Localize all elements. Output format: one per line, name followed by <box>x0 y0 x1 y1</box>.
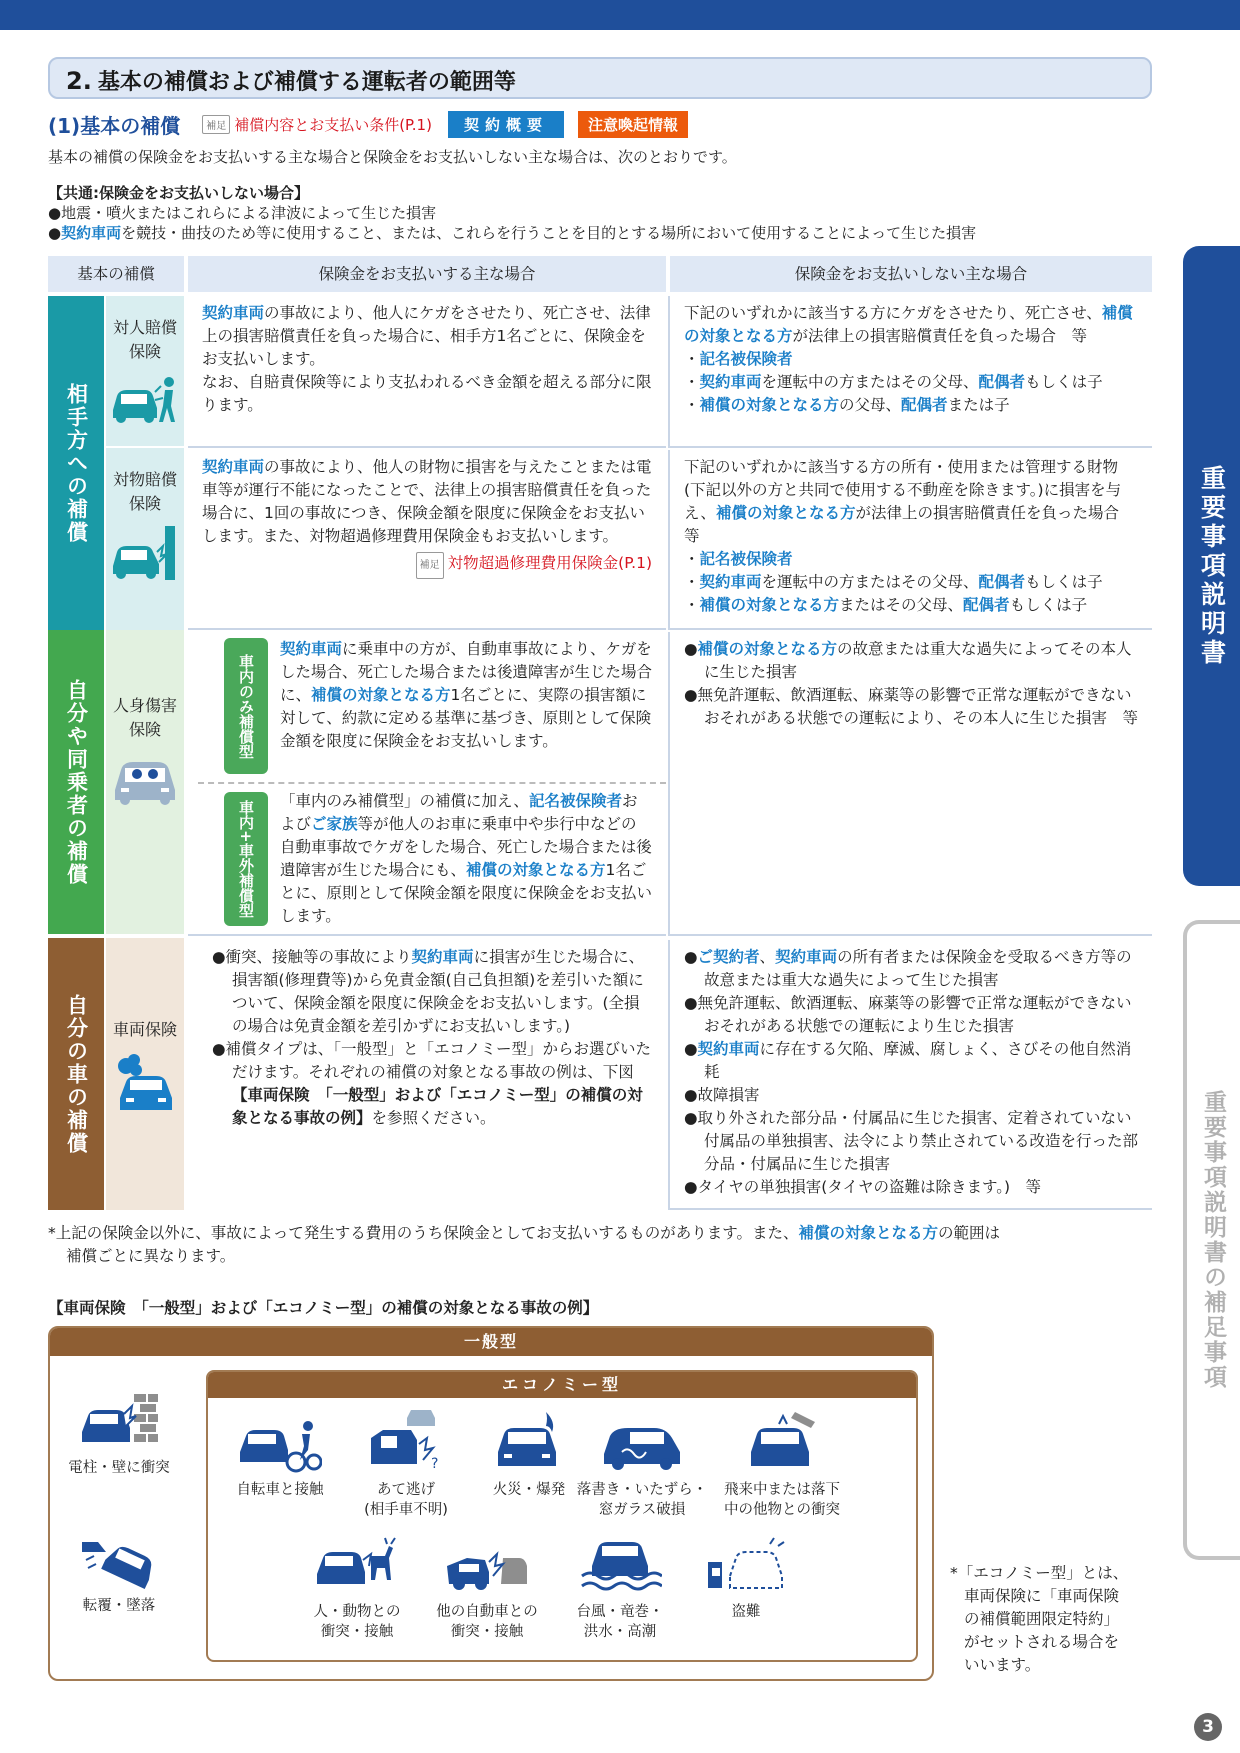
taibutsu-pay-cell: 契約車両の事故により、他人の財物に損害を与えたことまたは電車等が運行不能になったことで、法律上の損害賠償責任を負った場合に、1回の事故につき、保険金額を限度に保険金をお支払いします。また、対物超過修理費用保険金もお支払いします。 補足 対物超過修理費用保険金(P.1) <box>188 450 666 630</box>
table-header: 保険金をお支払いする主な場合 <box>188 256 666 292</box>
table-header: 基本の補償 <box>48 256 184 292</box>
two-cars-collision-icon <box>445 1536 529 1596</box>
jinshin-nopay-cell: ●補償の対象となる方の故意または重大な過失によってその本人に生じた損害 ●無免許運転、飲酒運転、麻薬等の影響で正常な運転ができないおそれがある状態での運転により、その本人に生じた損害 等 <box>668 632 1152 936</box>
general-type-box <box>48 1326 934 1681</box>
subheading: (1)基本の補償 <box>48 113 181 138</box>
car-smoke-icon <box>112 1052 178 1118</box>
category-label: 自分の車の補償 <box>48 938 104 1210</box>
common-item: ●地震・噴火またはこれらによる津波によって生じた損害 <box>48 204 437 222</box>
divider <box>188 934 272 936</box>
graffiti-item: 落書き・いたずら・ 窓ガラス破損 <box>574 1416 710 1520</box>
coverage-name-taibutsu: 対物賠償 保険 <box>106 448 184 630</box>
common-item: ●契約車両を競技・曲技のため等に使用すること、または、これらを行うことを目的とする場所において使用することによって生じた損害 <box>48 224 977 242</box>
car-passengers-icon <box>109 750 181 808</box>
economy-type-box <box>206 1370 918 1662</box>
bicycle-item: 自転車と接触 <box>222 1416 338 1500</box>
car-pole-icon <box>109 522 181 584</box>
caution-info-badge: 注意喚起情報 <box>578 111 688 138</box>
pole-collision-item: 電柱・壁に衝突 <box>64 1392 174 1478</box>
taijin-pay-cell: 契約車両の事故により、他人にケガをさせたり、死亡させ、法律上の損害賠償責任を負った場合に、相手方1名ごとに、保険金をお支払いします。 なお、自賠責保険等により支払われるべき金額を超える部分に限ります。 <box>188 296 666 448</box>
coverage-conditions-link[interactable]: 補償内容とお支払い条件(P.1) <box>234 115 432 134</box>
car-graffiti-icon <box>600 1416 684 1474</box>
coverage-name-jinshin: 人身傷害 保険 <box>106 630 184 934</box>
category-label: 相手方への補償 <box>48 296 104 630</box>
category-label: 自分や同乗者の補償 <box>48 630 104 934</box>
car-fall-icon <box>78 1530 160 1590</box>
car-fire-icon <box>490 1408 568 1474</box>
sharyo-pay-cell: ●衝突、接触等の事故により契約車両に損害が生じた場合に、損害額(修理費等)から免責金額(自己負担額)を差引いた額について、保険金額を限度に保険金をお支払いします。(全損の場合は免責金額を差引かずにお支払いします。) ●補償タイプは、「一般型」と「エコノミー型」からお選びいただけます。それぞれの補償の対象となる事故の例は、下図【車両保険 「一般型」および「エコノミー型」の補償の対象となる事故の例】を参照ください。 <box>212 948 652 1127</box>
coverage-name-sharyo: 車両保険 <box>106 938 184 1210</box>
flood-item: 台風・竜巻・ 洪水・高潮 <box>560 1536 680 1642</box>
intro-text: 基本の補償の保険金をお支払いする主な場合と保険金をお支払いしない主な場合は、次のとおりです。 <box>48 148 737 166</box>
jinshin-pay-cell-1: 契約車両に乗車中の方が、自動車事故により、ケガをした場合、死亡した場合または後遺障害が生じた場合に、補償の対象となる方1名ごとに、実際の損害額に対して、約款に定める基準に基づき、原則として保険金額を限度に保険金をお支払いします。 <box>280 640 653 750</box>
common-title: 【共通:保険金をお支払いしない場合】 <box>48 184 310 202</box>
overturn-item: 転覆・墜落 <box>64 1530 174 1616</box>
sharyo-nopay-cell: ●ご契約者、契約車両の所有者または保険金を受取るべき方等の故意または重大な過失によって生じた損害 ●無免許運転、飲酒運転、麻薬等の影響で正常な運転ができないおそれがある状態での運転により生じた損害 ●契約車両に存在する欠陥、摩滅、腐しょく、さびその他自然消耗 ●故障損害 ●取り外された部分品・付属品に生じた損害、定着されていない付属品の単独損害、法令により禁止されている改造を行った部分品・付属品に生じた損害 ●タイヤの単独損害(タイヤの盗難は除きます。) 等 <box>668 940 1152 1210</box>
page-number: 3 <box>1194 1713 1222 1741</box>
hosoku-icon: 補足 <box>416 552 444 579</box>
other-car-item: 他の自動車との 衝突・接触 <box>422 1536 552 1642</box>
example-title: 【車両保険 「一般型」および「エコノミー型」の補償の対象となる事故の例】 <box>48 1299 599 1317</box>
taibutsu-nopay-cell: 下記のいずれかに該当する方の所有・使用または管理する財物(下記以外の方と共同で使用する不動産を除きます。)に損害を与え、補償の対象となる方が法律上の損害賠償責任を負った場合 等 ・記名被保険者 ・契約車両を運転中の方またはその父母、配偶者もしくは子 ・補償の対象となる方またはその父母、配偶者もしくは子 <box>668 450 1152 630</box>
coverage-table <box>48 256 1152 1216</box>
coverage-name-taijin: 対人賠償 保険 <box>106 296 184 446</box>
taijin-nopay-cell: 下記のいずれかに該当する方にケガをさせたり、死亡させ、補償の対象となる方が法律上の損害賠償責任を負った場合 等 ・記名被保険者 ・契約車両を運転中の方またはその父母、配偶者もしくは子 ・補償の対象となる方の父母、配偶者または子 <box>668 296 1152 448</box>
car-flood-icon <box>578 1536 662 1596</box>
svg-text:?: ? <box>431 1456 439 1472</box>
in-car-only-tab: 車内のみ補償型 <box>224 638 268 774</box>
tab-important-matters[interactable]: 重要事項説明書 <box>1183 246 1240 886</box>
hit-and-run-icon <box>367 1408 445 1474</box>
theft-item: 盗難 <box>686 1536 806 1622</box>
falling-object-item: 飛来中または落下 中の他物との衝突 <box>714 1408 850 1520</box>
car-deer-icon <box>315 1536 399 1596</box>
subheading-row <box>48 110 688 138</box>
table-header: 保険金をお支払いしない主な場合 <box>670 256 1152 292</box>
wall-crash-icon <box>78 1392 160 1452</box>
hosoku-icon: 補足 <box>202 115 230 134</box>
tab-supplementary-matters[interactable]: 重要事項説明書の補足事項 <box>1183 920 1240 1560</box>
contract-summary-badge: 契約概要 <box>448 111 564 138</box>
car-pedestrian-icon <box>109 370 181 428</box>
hit-and-run-item: ? あて逃げ (相手車不明) <box>346 1408 466 1520</box>
top-bar <box>0 0 1240 30</box>
car-theft-icon <box>704 1536 788 1596</box>
common-exclusions <box>48 183 976 243</box>
animal-item: 人・動物との 衝突・接触 <box>292 1536 422 1642</box>
in-out-car-tab: 車内+車外補償型 <box>224 792 268 926</box>
economy-type-label: エコノミー型 <box>208 1372 916 1398</box>
car-bicycle-icon <box>238 1416 322 1474</box>
footnote: *上記の保険金以外に、事故によって発生する費用のうち保険金としてお支払いするものがあります。また、補償の対象となる方の範囲は 補償ごとに異なります。 <box>48 1224 1001 1265</box>
jinshin-pay-cell-2: 「車内のみ補償型」の補償に加え、記名被保険者およびご家族等が他人のお車に乗車中や歩行中などの自動車事故でケガをした場合、死亡した場合または後遺障害が生じた場合にも、補償の対象となる方1名ごとに、原則として保険金額を限度に保険金をお支払いします。 <box>272 784 666 936</box>
general-type-label: 一般型 <box>50 1328 932 1356</box>
fire-item: 火災・爆発 <box>474 1408 584 1500</box>
repair-cost-link[interactable]: 対物超過修理費用保険金(P.1) <box>447 554 652 572</box>
economy-note: *「エコノミー型」とは、 車両保険に「車両保険 の補償範囲限定特約」 がセットされる場合を いいます。 <box>950 1564 1129 1674</box>
falling-object-icon <box>743 1408 821 1474</box>
section-title: 2. 基本の補償および補償する運転者の範囲等 <box>48 57 1152 99</box>
